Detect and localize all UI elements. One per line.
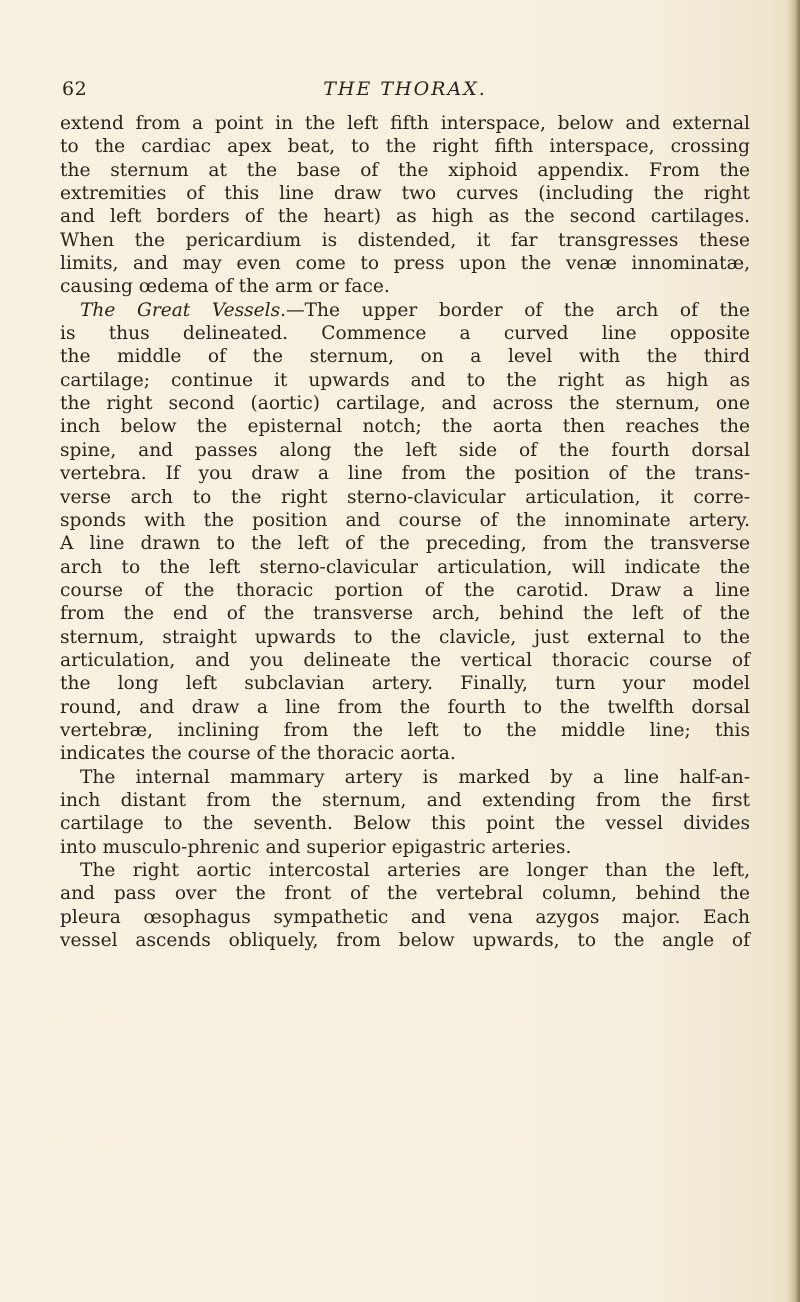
text-line: into musculo-phrenic and superior epigastric arteries. — [60, 836, 572, 858]
text-line: from the end of the transverse arch, behind the left of the — [60, 603, 750, 625]
section-heading-line — [60, 299, 750, 322]
page-header — [60, 78, 750, 106]
section-heading: The Great Vessels. — [80, 299, 287, 321]
text-line: cartilage to the seventh. Below this point the vessel divides — [60, 813, 750, 835]
text-line: The internal mammary artery is marked by a line half-an- — [80, 766, 750, 788]
text-line: course of the thoracic portion of the carotid. Draw a line — [60, 579, 750, 601]
text-line: the middle of the sternum, on a level with the third — [60, 346, 750, 368]
text-line: the right second (aortic) cartilage, and across the sternum, one — [60, 393, 750, 415]
page-edge-shadow — [786, 0, 800, 1302]
text-line: extend from a point in the left fifth interspace, below and external — [60, 113, 750, 134]
text-line: inch distant from the sternum, and extending from the first — [60, 789, 750, 811]
text-line: arch to the left sterno-clavicular articulation, will indicate the — [60, 556, 750, 578]
text-line: the sternum at the base of the xiphoid appendix. From the — [60, 159, 750, 181]
text-line: vessel ascends obliquely, from below upwards, to the angle of — [60, 930, 750, 952]
text-line: extremities of this line draw two curves (including the right — [60, 183, 750, 205]
text-line: A line drawn to the left of the preceding, from the transverse — [60, 533, 750, 555]
text-line: articulation, and you delineate the vertical thoracic course of — [60, 649, 750, 671]
text-line: indicates the course of the thoracic aorta. — [60, 743, 456, 765]
text-line: cartilage; continue it upwards and to the right as high as — [60, 369, 750, 391]
text-line: sponds with the position and course of the innominate artery. — [60, 509, 750, 531]
page-number: 62 — [62, 78, 88, 100]
text-line: pleura œsophagus sympathetic and vena azygos major. Each — [60, 906, 750, 928]
text-line: spine, and passes along the left side of the fourth dorsal — [60, 439, 750, 461]
text-line: to the cardiac apex beat, to the right fifth interspace, crossing — [60, 136, 750, 158]
text-line: causing œdema of the arm or face. — [60, 276, 390, 298]
text-line: round, and draw a line from the fourth to the twelfth dorsal — [60, 696, 750, 718]
text-line: is thus delineated. Commence a curved line opposite — [60, 323, 750, 345]
text-line: and left borders of the heart) as high as the second cartilages. — [60, 206, 750, 228]
text-line: inch below the episternal notch; the aorta then reaches the — [60, 416, 750, 438]
text-line: verse arch to the right sterno-clavicular articulation, it corre- — [60, 486, 750, 508]
running-title: THE THORAX. — [323, 78, 487, 100]
body-text — [60, 112, 750, 952]
text-line: sternum, straight upwards to the clavicle, just external to the — [60, 626, 750, 648]
text-line: and pass over the front of the vertebral column, behind the — [60, 883, 750, 905]
text-line: the long left subclavian artery. Finally, turn your model — [60, 673, 750, 695]
text-line: vertebræ, inclining from the left to the middle line; this — [60, 719, 750, 741]
text-line: vertebra. If you draw a line from the position of the trans- — [60, 463, 750, 485]
text-line: limits, and may even come to press upon the venæ innominatæ, — [60, 253, 750, 275]
text-line: The right aortic intercostal arteries are longer than the left, — [80, 860, 750, 881]
section-heading-rest: —The upper border of the arch of the — [286, 299, 750, 321]
text-line: When the pericardium is distended, it far transgresses these — [60, 229, 750, 251]
